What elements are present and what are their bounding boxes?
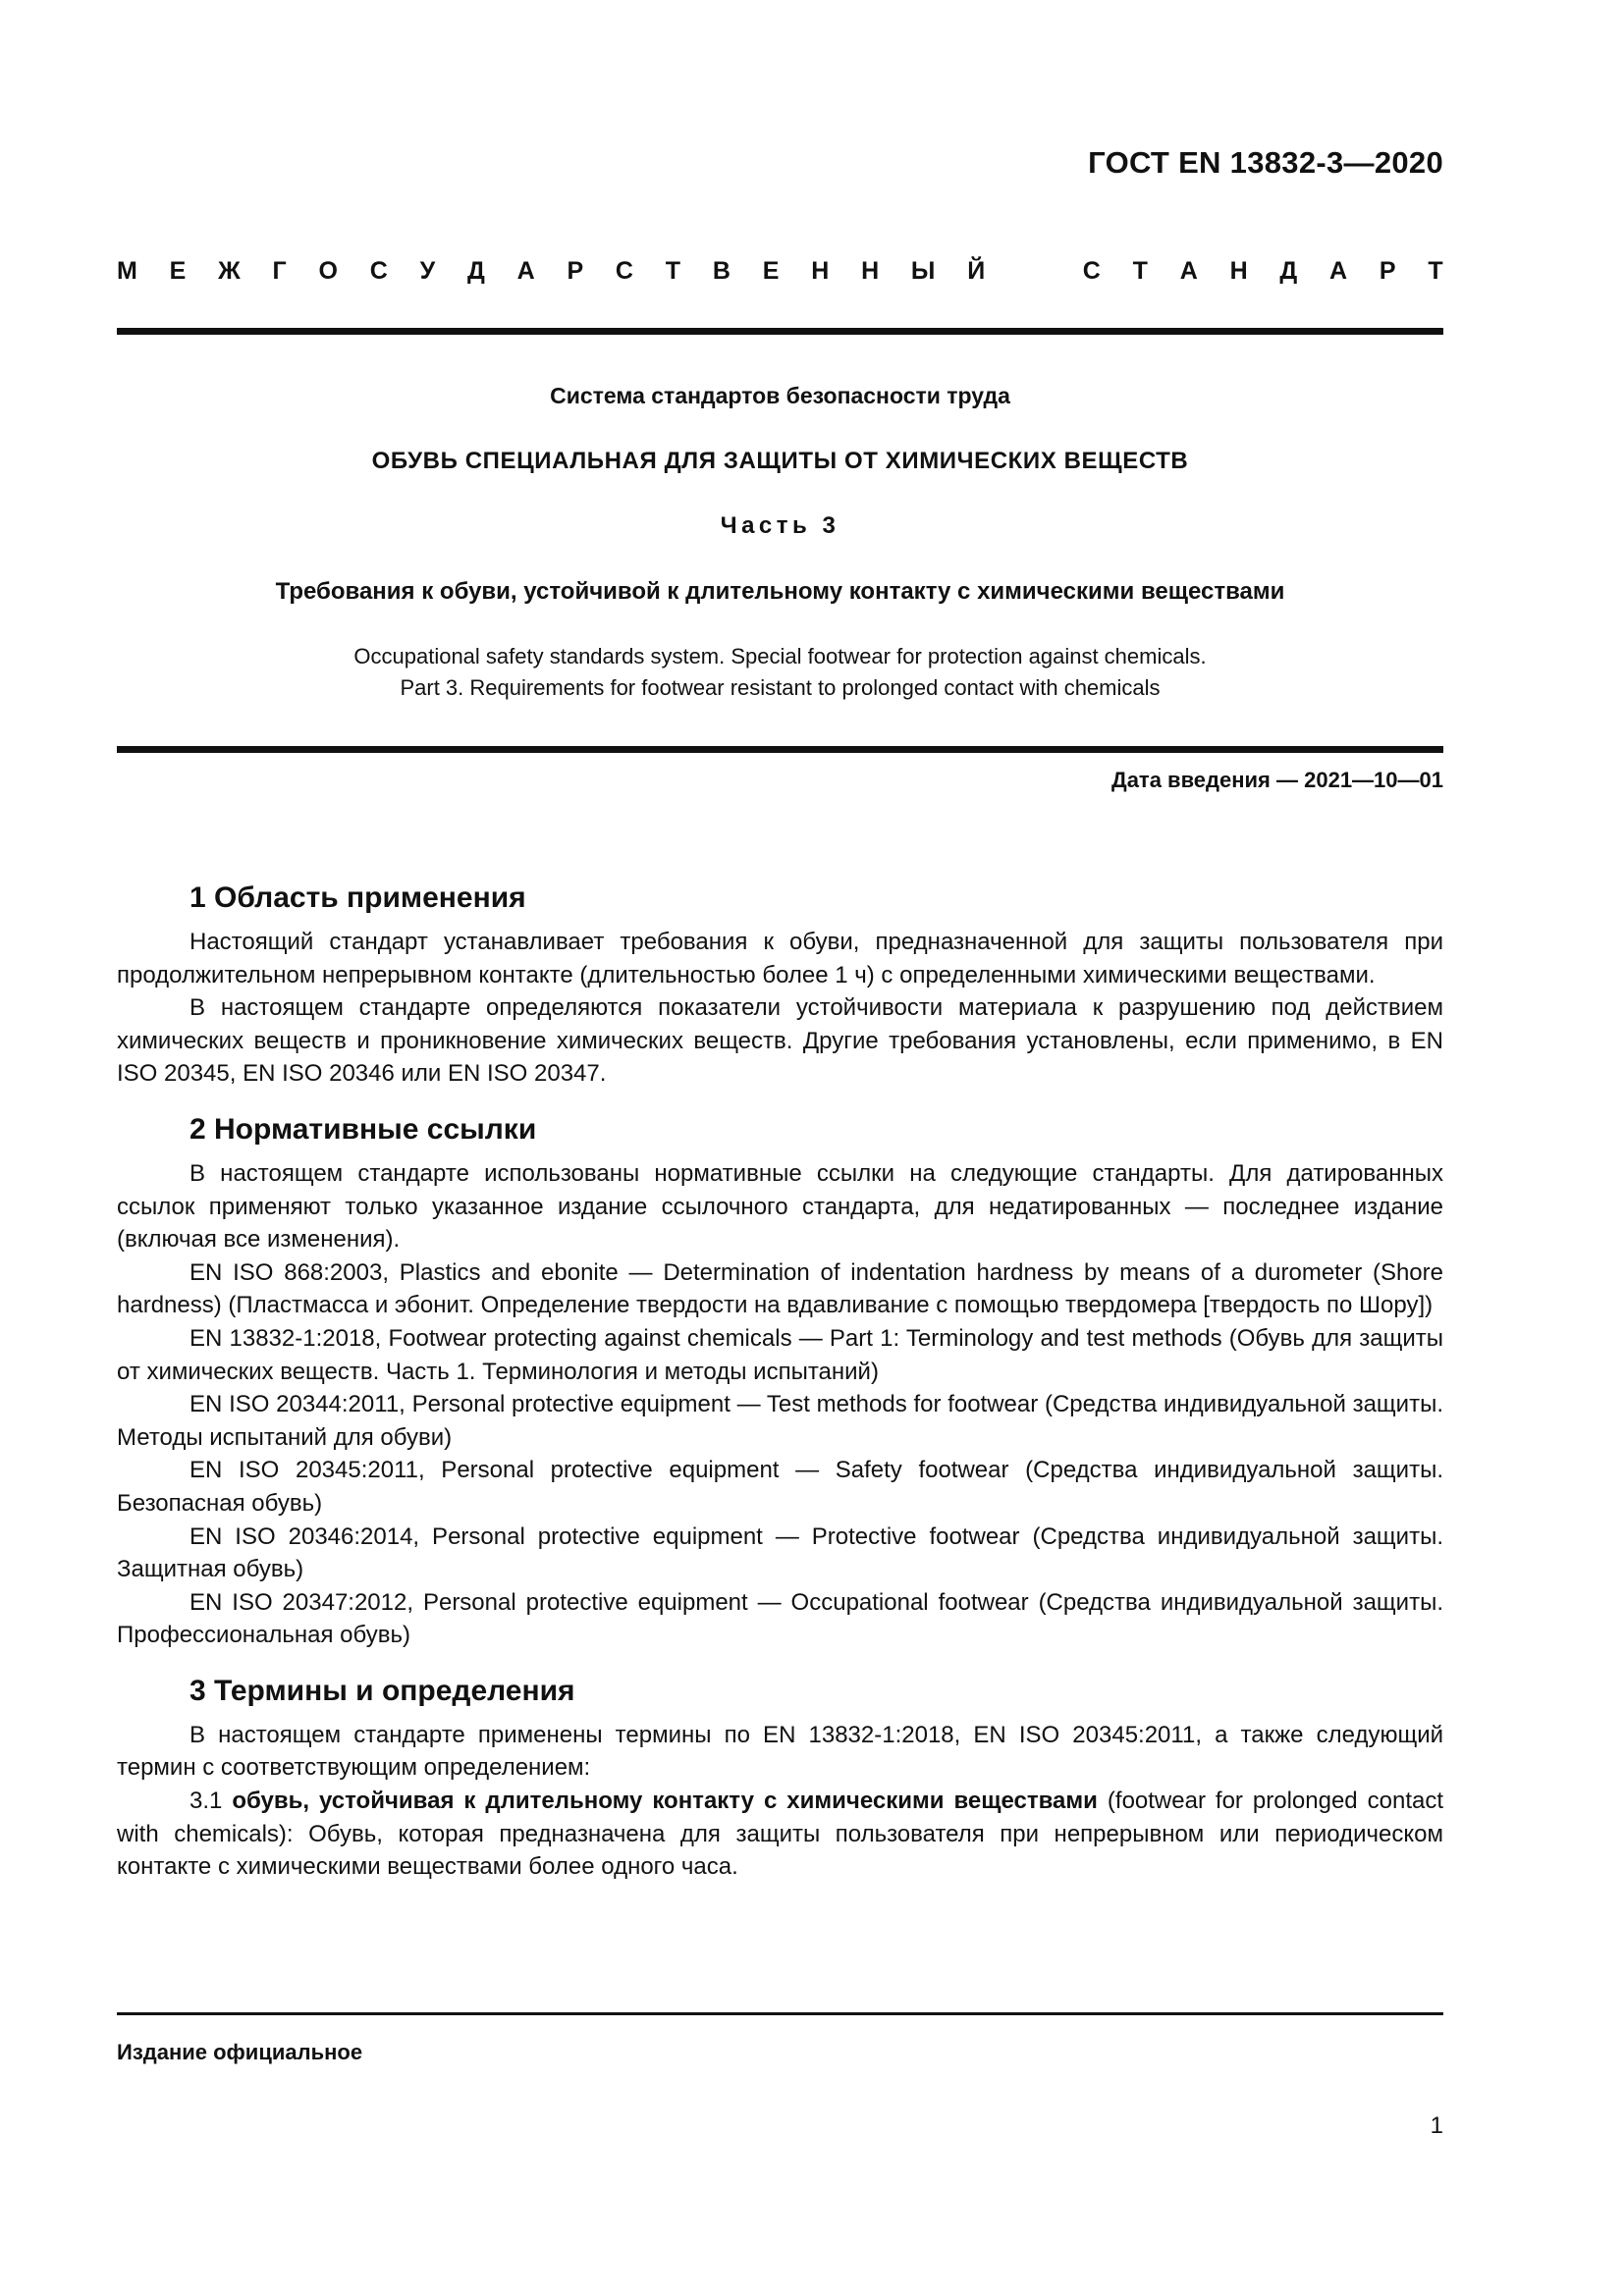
letter: Н xyxy=(861,257,880,285)
section-title: 3 Термины и определения xyxy=(189,1674,575,1707)
term-definition xyxy=(117,1785,1443,1884)
reference-item: EN ISO 20344:2011, Personal protective equipment — Test methods for footwear (Средства индивидуальной защиты. Методы испытаний для обуви) xyxy=(117,1391,1443,1451)
letter: Ы xyxy=(910,257,936,285)
letter: С xyxy=(369,257,388,285)
letter: Е xyxy=(762,257,780,285)
reference-item: EN ISO 868:2003, Plastics and ebonite — Determination of indentation hardness by means of a durometer (Shore hardness) (Пластмасса и эбонит. Определение твердости на вдавливание с помощью твердомера [твердость по Шору]) xyxy=(117,1258,1443,1319)
page-number: 1 xyxy=(1430,2112,1443,2139)
letter: У xyxy=(419,257,436,285)
letter: Г xyxy=(272,257,287,285)
term-number: 3.1 xyxy=(189,1788,223,1815)
term-text: (footwear for prolonged contact with chemicals): Обувь, которая предназначена для защиты пользователя при непрерывном или периодическом контакте с химическими веществами более одного часа. xyxy=(117,1788,1444,1881)
section-title: 2 Нормативные ссылки xyxy=(189,1112,537,1146)
english-title-line-1: Occupational safety standards system. Special footwear for protection against chemicals. xyxy=(353,644,1207,668)
main-title: ОБУВЬ СПЕЦИАЛЬНАЯ ДЛЯ ЗАЩИТЫ ОТ ХИМИЧЕСКИХ ВЕЩЕСТВ xyxy=(371,448,1189,474)
section-scope xyxy=(117,879,1443,1091)
reference-item: EN ISO 20346:2014, Personal protective equipment — Protective footwear (Средства индивидуальной защиты. Защитная обувь) xyxy=(117,1522,1443,1583)
term-name: обувь, устойчивая к длительному контакту с химическими веществами xyxy=(232,1788,1098,1815)
reference-item: EN 13832-1:2018, Footwear protecting against chemicals — Part 1: Terminology and test methods (Обувь для защиты от химических веществ. Часть 1. Терминология и методы испытаний) xyxy=(117,1324,1443,1385)
letter: Р xyxy=(567,257,584,285)
letter: С xyxy=(615,257,633,285)
letter: С xyxy=(1082,257,1101,285)
top-divider xyxy=(117,328,1443,335)
letter: Д xyxy=(466,257,485,285)
paragraph: В настоящем стандарте определяются показатели устойчивости материала к разрушению под действием химических веществ и проникновение химических веществ. Другие требования установлены, если применимо, в EN ISO 20345, EN ISO 20346 или EN ISO 20347. xyxy=(117,994,1443,1088)
letter: Т xyxy=(665,257,681,285)
english-title-line-2: Part 3. Requirements for footwear resistant to prolonged contact with chemicals xyxy=(400,675,1161,700)
part-label: Часть 3 xyxy=(720,512,840,539)
reference-item: EN ISO 20345:2011, Personal protective equipment — Safety footwear (Средства индивидуальной защиты. Безопасная обувь) xyxy=(117,1457,1443,1517)
word-gap xyxy=(1017,257,1051,286)
letter: Т xyxy=(1132,257,1148,285)
letter: А xyxy=(516,257,535,285)
letter: Н xyxy=(1229,257,1248,285)
letter: Д xyxy=(1279,257,1298,285)
paragraph: Настоящий стандарт устанавливает требования к обуви, предназначенной для защиты пользователя при продолжительном непрерывном контакте (длительностью более 1 ч) с определенными химическими веществами. xyxy=(117,929,1443,988)
letter: Н xyxy=(811,257,830,285)
letter: А xyxy=(1329,257,1348,285)
footer-divider xyxy=(117,2012,1443,2015)
letter: Е xyxy=(169,257,187,285)
reference-item: EN ISO 20347:2012, Personal protective equipment — Occupational footwear (Средства индивидуальной защиты. Профессиональная обувь) xyxy=(117,1588,1443,1649)
letter: Ж xyxy=(218,257,241,285)
section-terms-and-definitions xyxy=(117,1672,1443,1884)
subtitle: Требования к обуви, устойчивой к длительному контакту с химическими веществами xyxy=(275,578,1285,605)
paragraph: В настоящем стандарте применены термины по EN 13832-1:2018, EN ISO 20345:2011, а также следующий термин с соответствующим определением: xyxy=(117,1721,1443,1782)
letter: О xyxy=(318,257,338,285)
interstate-standard-heading xyxy=(117,257,1443,286)
letter: Т xyxy=(1428,257,1443,285)
introduction-date: Дата введения — 2021—10—01 xyxy=(1111,768,1443,792)
document-body xyxy=(117,879,1443,1903)
standard-designation: ГОСТ EN 13832-3—2020 xyxy=(1088,145,1443,180)
official-edition-label: Издание официальное xyxy=(117,2040,363,2064)
letter: Й xyxy=(967,257,986,285)
title-divider xyxy=(117,746,1443,753)
letter: М xyxy=(117,257,137,285)
section-normative-references xyxy=(117,1110,1443,1652)
letter: А xyxy=(1179,257,1198,285)
section-title: 1 Область применения xyxy=(189,881,526,914)
letter: В xyxy=(712,257,731,285)
letter: Р xyxy=(1379,257,1396,285)
standards-system-title: Система стандартов безопасности труда xyxy=(550,383,1010,408)
paragraph: В настоящем стандарте использованы нормативные ссылки на следующие стандарты. Для датированных ссылок применяют только указанное издание ссылочного стандарта, для недатированных — последнее издание (включая все изменения). xyxy=(117,1159,1443,1254)
